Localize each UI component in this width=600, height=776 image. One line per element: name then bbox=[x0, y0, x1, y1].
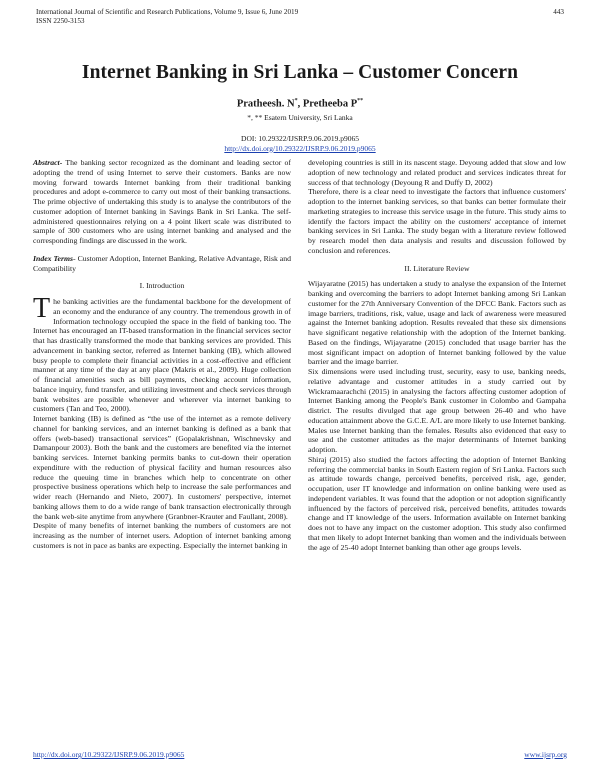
intro-paragraph-3: Despite of many benefits of internet banking the numbers of customers are not increasing as the number of internet users. Adoption of internet banking among customers is not in pace as banks are expecting. Especially the internet banking in bbox=[33, 521, 291, 550]
index-terms-text: - Customer Adoption, Internet Banking, Relative Advantage, Risk and Compatibility bbox=[33, 253, 292, 273]
lit-paragraph-1: Wijayaratne (2015) has undertaken a study to analyse the expansion of the Internet banking and overcoming the barriers to adopt Internet banking among Sri Lankan customer for the 27th Anniversary Convention of the DFCC Bank. Factors such as image barriers, traditions, risk, value, usage and lack of awareness were measured against the Internet banking adoption. Results revealed that these six dimensions have significant negative relationship with the adoption of the Internet banking. Based on the findings, Wijayaratne (2015) concluded that usage barrier has the most significant impact on adoption of Internet banking followed by the value barrier and the image barrier. bbox=[308, 279, 566, 367]
drop-cap: T bbox=[33, 293, 51, 324]
abstract bbox=[33, 158, 291, 246]
author-1: Pratheesh. N bbox=[236, 98, 295, 110]
affiliation: *, ** Esatern University, Sri Lanka bbox=[247, 113, 353, 122]
intro-paragraph-2: Internet banking (IB) is defined as “the use of the internet as a remote delivery channel for banking services, and an internet banking is defined as a bank that offers (web-based) transactional services” (Gopalakrishnan, Wischnevsky and Damanpour 2003). Both the bank and the customers are benefited via the internet banking services. Internet banking permits banks to cut-down their operation expenditure with the reduction of physical facility and human resources also reduce the queuing time in branches which help to concentrate on other prospective business operations which help to increase the sale performances and wider reach (Hernando and Nieto, 2007). In customers' perspective, internet banking allows them to do a wide range of bank transaction electronically through the bank web-site anytime from anywhere (Granbner-Krauter and Faullant, 2008). bbox=[33, 414, 291, 521]
section-heading-literature-review: II. Literature Review bbox=[404, 263, 470, 273]
right-paragraph-1: developing countries is still in its nascent stage. Deyoung added that slow and low adoption of new technology and related product and services indicates threat for success of that technology (Deyoung R and Duffy D, 2002) bbox=[308, 158, 566, 187]
author-separator: , bbox=[297, 98, 303, 110]
lit-paragraph-3: Shiraj (2015) also studied the factors affecting the adoption of Internet Banking referring the commercial banks in South Eastern region of Sri Lanka. Factors such as attitude towards change, perceived benefits, perceived risk, age, gender, occupation, user IT knowledge and information on online banking were used as independent variables. It was found that the adoption or not adoption significantly influenced by the factors of perceived risk, perceived benefits, attitudes towards change and IT knowledge of the users. Information available on Internet banking does not to have any impact on the customer adoption. This study also confirmed that men likely to adopt Internet banking than women and the individuals between the age of 25-40 adopt Internet banking than other age groups levels. bbox=[308, 454, 566, 552]
right-column bbox=[308, 158, 566, 552]
author-2: Pretheeba P bbox=[302, 98, 358, 110]
page-number: 443 bbox=[553, 8, 564, 16]
author-2-mark: ** bbox=[357, 98, 364, 104]
abstract-label: Abstract- bbox=[33, 158, 63, 167]
doi-block bbox=[0, 134, 600, 153]
footer-doi-link[interactable]: http://dx.doi.org/10.29322/IJSRP.9.06.2019.p9065 bbox=[33, 750, 185, 759]
authors bbox=[0, 98, 600, 110]
doi-text: DOI: 10.29322/IJSRP.9.06.2019.p9065 bbox=[241, 134, 359, 143]
index-terms bbox=[33, 254, 291, 274]
issn: ISSN 2250-3153 bbox=[36, 17, 85, 25]
journal-name: International Journal of Scientific and Research Publications, Volume 9, Issue 6, June 2019 bbox=[36, 8, 299, 16]
journal-header bbox=[36, 8, 564, 26]
index-terms-label: Index Terms bbox=[33, 253, 74, 263]
lit-paragraph-2: Six dimensions were used including trust, security, easy to use, banking needs, relative advantage and customer attitudes in a study carried out by Wickramaarachchi (2015) in analysing the factors affecting customer adoption of Internet Banking among the People's Bank customer in Colombo and Gampaha district. The results divulged that age group between 26-40 and who have education attainment above the G.C.E. A/L are more likely to use Internet banking. Males use Internet banking than the females. Results also evidenced that easy to use and the customer attitudes as the major determinants of Internet banking adoption. bbox=[308, 367, 566, 454]
footer-site-link[interactable]: www.ijsrp.org bbox=[524, 750, 567, 759]
left-column bbox=[33, 158, 291, 551]
paper-title: Internet Banking in Sri Lanka – Customer Concern bbox=[81, 62, 519, 83]
author-1-mark: * bbox=[294, 98, 298, 104]
doi-link[interactable]: http://dx.doi.org/10.29322/IJSRP.9.06.2019.p9065 bbox=[224, 143, 376, 153]
section-heading-introduction: I. Introduction bbox=[139, 281, 185, 291]
page-footer bbox=[33, 750, 567, 759]
intro-paragraph-1: The banking activities are the fundamental backbone for the development of an economy and the endurance of any country. The tremendous growth in of Information technology occupied the space in the field of banking too. The Internet has encouraged an IT-based transformation in the financial services sector that has drastically transformed the mode that banking services are provided. This advancement in banking sector, referred as Internet banking (IB), which allowed busy people to complete their financial activities in a cost-effective and efficient manner at any time of the day at any place (Makris et al., 2009). Huge collection of financial amenities such as bill payments, checking account information, balance inquiry, fund transfer, and utilizing investment and check services through bank websites are possible whenever and wherever via internet banking to customers (Tan and Teo, 2000). bbox=[33, 293, 291, 414]
abstract-text: The banking sector recognized as the dominant and leading sector of adopting the trend of using Internet to serve their customers. Banks are now moving forward towards Internet banking from their traditional banking procedures and adopt e-commerce to carry out most of their banking transactions. The prime objective of undertaking this study is to analyse the contributors of the customer adoption of Internet banking in Savings Bank in Sri Lanka. The self-administered questionnaires relying on a 4 point likert scale was distributed to sample of 300 customers who are using internet banking and analysed and the corresponding findings are discussed in the work. bbox=[33, 158, 291, 245]
right-paragraph-2: Therefore, there is a clear need to investigate the factors that influence customers' adoption to the internet banking services, so that banks can better formulate their marketing strategies to increase this service usage in the future. This study aims to identify the factors impact the ability on the customers' acceptance of internet banking services in Sri Lanka. The study began with a literature review followed by research model then data analysis and results and discussion followed by conclusion and references. bbox=[308, 187, 566, 255]
